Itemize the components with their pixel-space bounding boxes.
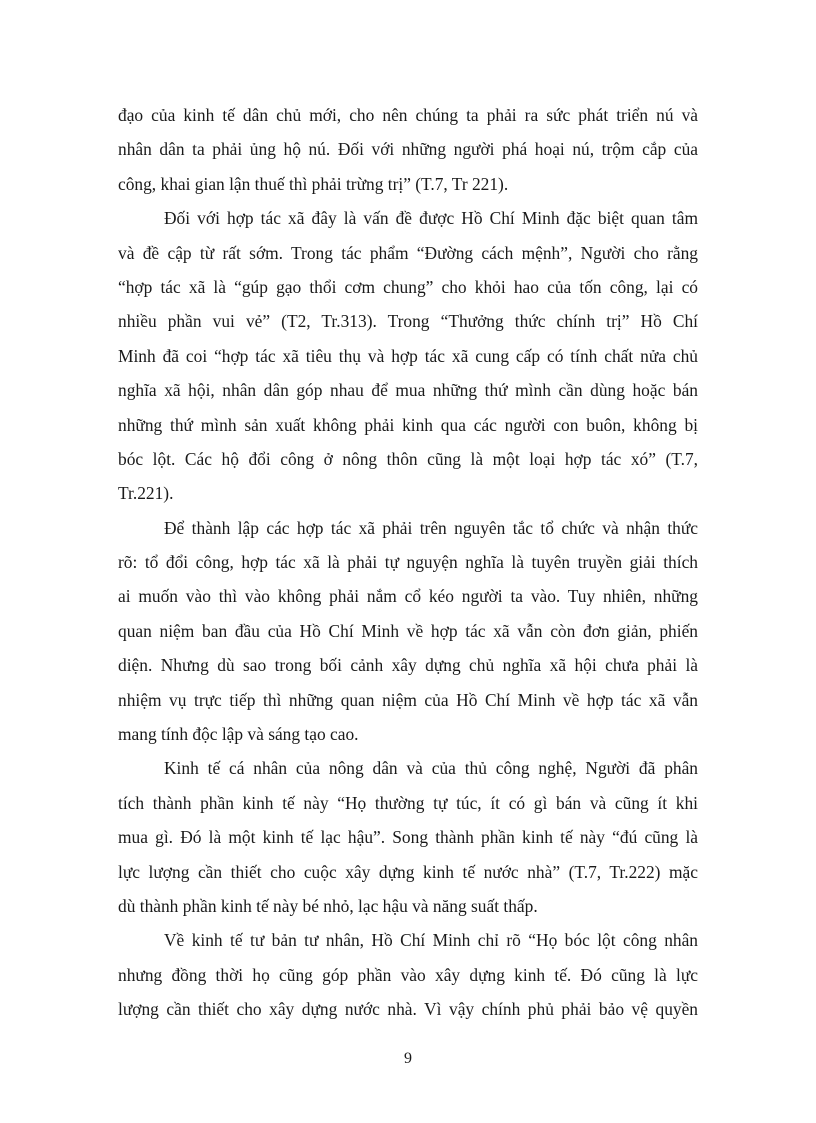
text-line: “hợp tác xã là “gúp gạo thổi cơm chung” cho khỏi hao của tốn công, lại có [118, 276, 698, 297]
paragraph [118, 751, 698, 923]
text-line: dù thành phần kinh tế này bé nhỏ, lạc hậu và năng suất thấp. [118, 895, 538, 916]
text-line: nhiều phần vui vẻ” (T2, Tr.313). Trong “Thưởng thức chính trị” Hồ Chí [118, 311, 698, 332]
text-line: mua gì. Đó là một kinh tế lạc hậu”. Song thành phần kinh tế này “đú cũng là [118, 827, 698, 848]
text-line: nhưng đồng thời họ cũng góp phần vào xây dựng kinh tế. Đó cũng là lực [118, 964, 698, 985]
text-line: lực lượng cần thiết cho cuộc xây dựng kinh tế nước nhà” (T.7, Tr.222) mặc [118, 861, 698, 882]
paragraph [118, 923, 698, 1026]
text-line: Về kinh tế tư bản tư nhân, Hồ Chí Minh chỉ rõ “Họ bóc lột công nhân [164, 930, 698, 951]
text-line: ai muốn vào thì vào không phải nắm cổ kéo người ta vào. Tuy nhiên, những [118, 586, 698, 607]
text-line: nhiệm vụ trực tiếp thì những quan niệm của Hồ Chí Minh về hợp tác xã vẫn [118, 689, 698, 710]
text-line: mang tính độc lập và sáng tạo cao. [118, 724, 359, 745]
paragraph [118, 98, 698, 201]
text-line: lượng cần thiết cho xây dựng nước nhà. Vì vậy chính phủ phải bảo vệ quyền [118, 999, 698, 1020]
text-line: công, khai gian lận thuế thì phải trừng trị” (T.7, Tr 221). [118, 173, 509, 194]
text-line: diện. Nhưng dù sao trong bối cảnh xây dựng chủ nghĩa xã hội chưa phải là [118, 655, 698, 676]
page-number: 9 [404, 1050, 412, 1067]
text-line: Minh đã coi “hợp tác xã tiêu thụ và hợp tác xã cung cấp có tính chất nửa chủ [118, 345, 698, 366]
paragraph [118, 201, 698, 511]
text-line: những thứ mình sản xuất không phải kinh qua các người con buôn, không bị [118, 414, 698, 435]
body-text [118, 98, 698, 1027]
text-line: Để thành lập các hợp tác xã phải trên nguyên tắc tổ chức và nhận thức [164, 517, 698, 538]
text-line: Đối với hợp tác xã đây là vấn đề được Hồ Chí Minh đặc biệt quan tâm [164, 208, 698, 229]
text-line: nghĩa xã hội, nhân dân góp nhau để mua những thứ mình cần dùng hoặc bán [118, 380, 698, 401]
text-line: rõ: tổ đổi công, hợp tác xã là phải tự nguyện nghĩa là tuyên truyền giải thích [118, 552, 698, 573]
text-line: nhân dân ta phải ủng hộ nú. Đối với những người phá hoại nú, trộm cắp của [118, 139, 698, 160]
text-line: tích thành phần kinh tế này “Họ thường tự túc, ít có gì bán và cũng ít khi [118, 792, 698, 813]
paragraph [118, 511, 698, 752]
text-line: Tr.221). [118, 483, 174, 504]
text-line: và đề cập từ rất sớm. Trong tác phẩm “Đường cách mệnh”, Người cho rằng [118, 242, 698, 263]
text-line: quan niệm ban đầu của Hồ Chí Minh về hợp tác xã vẫn còn đơn giản, phiến [118, 620, 698, 641]
text-line: đạo của kinh tế dân chủ mới, cho nên chúng ta phải ra sức phát triển nú và [118, 105, 698, 125]
text-line: bóc lột. Các hộ đổi công ở nông thôn cũng là một loại hợp tác xó” (T.7, [118, 448, 698, 469]
text-line: Kinh tế cá nhân của nông dân và của thủ công nghệ, Người đã phân [164, 758, 698, 779]
